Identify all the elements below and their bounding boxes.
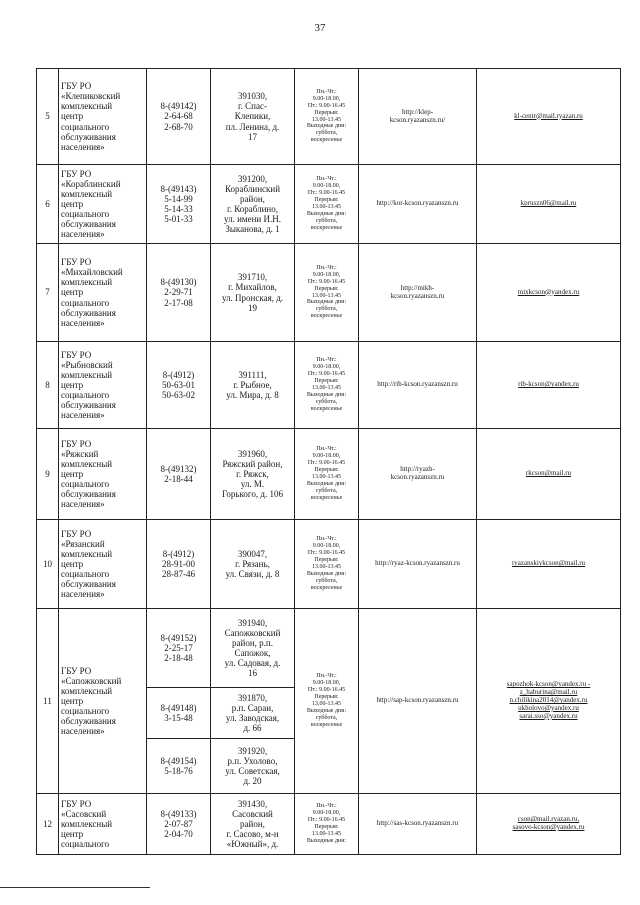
address-cell-line: «Южный», д. <box>226 839 279 850</box>
org-name-line: социального <box>61 569 110 580</box>
org-name-line: социального <box>61 209 110 220</box>
website-cell <box>359 342 477 429</box>
hours-cell-line: 13.00-13.45 <box>312 385 341 391</box>
hours-cell-line: 9.00-18.00, <box>312 680 341 687</box>
hours-cell-line: Выходные дни: <box>306 210 347 217</box>
hours-cell-line: 9.00-18.00, <box>312 271 341 278</box>
address-cell-line: 391111, <box>238 369 267 380</box>
hours-cell <box>295 244 359 342</box>
footnote-divider <box>0 887 150 888</box>
hours-cell-line: Выходные дни: <box>306 707 347 714</box>
org-name-line: «Кораблинский <box>61 178 121 189</box>
org-name-line: обслуживания <box>61 489 116 500</box>
org-name-line: «Клепиковский <box>61 91 121 102</box>
hours-cell-line: Перерыв: <box>314 694 339 701</box>
website-cell-line[interactable]: http://klep- <box>401 107 434 116</box>
row-number: 10 <box>37 520 59 609</box>
address-cell <box>211 520 295 609</box>
org-name-line: социального <box>61 121 110 132</box>
hours-cell-line: 13.00-13.45 <box>312 564 341 570</box>
hours-cell-line: Выходные дни: <box>306 837 347 844</box>
address-cell-line: ул. Связи, д. 8 <box>225 569 280 580</box>
address-cell <box>211 609 295 688</box>
hours-cell <box>295 342 359 429</box>
org-name <box>59 794 147 855</box>
row-number: 7 <box>37 244 59 342</box>
org-name-line: «Рыбновский <box>61 359 113 370</box>
website-cell-line[interactable]: kcson.ryazanszn.ru <box>390 291 445 300</box>
email-link[interactable]: n.chilikina2014@yandex.ru <box>509 696 588 705</box>
phone-cell-line: 50-63-01 <box>162 379 195 390</box>
website-cell-line[interactable]: http://rib-kcson.ryazanszn.ru <box>377 380 458 389</box>
email-cell <box>477 794 621 855</box>
website-cell <box>359 794 477 855</box>
email-cell <box>477 429 621 520</box>
address-cell-line: г. Сасово, м-н <box>226 829 279 840</box>
website-cell <box>359 520 477 609</box>
org-name-line: комплексный <box>61 685 113 696</box>
phone-cell-line: 2-29-71 <box>164 287 193 298</box>
hours-cell-line: Перерыв: <box>314 824 339 830</box>
org-name-line: комплексный <box>61 188 113 199</box>
address-cell <box>211 429 295 520</box>
hours-cell-line: 9.00-18.00, <box>312 183 341 190</box>
hours-cell <box>295 165 359 244</box>
email-link[interactable]: sarai.sso@yandex.ru <box>519 711 578 720</box>
address-cell-line: Сапожковский <box>224 627 281 638</box>
hours-cell-line: воскресенье <box>310 584 343 591</box>
hours-cell <box>295 520 359 609</box>
phone-cell <box>147 165 211 244</box>
hours-cell-line: Пн.-Чт.: <box>316 176 337 183</box>
address-cell-line: 391200, <box>237 173 268 184</box>
org-name-line: населения» <box>61 499 105 510</box>
org-name-line: обслуживания <box>61 307 116 318</box>
table-row <box>37 429 621 520</box>
phone-cell <box>147 609 211 688</box>
hours-cell-line: Пн.-Чт.: <box>316 88 337 95</box>
website-cell-line[interactable]: http://sap-kcson.ryazanszn.ru <box>376 696 459 705</box>
row-number: 8 <box>37 342 59 429</box>
address-cell-line: Зыканова, д. 1 <box>225 224 280 235</box>
hours-cell-line: суббота, <box>315 487 338 494</box>
email-link[interactable]: rkcson@mail.ru <box>525 469 572 478</box>
phone-cell-line: 5-01-33 <box>164 214 193 225</box>
phone-cell-line: 2-07-87 <box>164 818 193 829</box>
org-name-line: центр <box>61 287 84 298</box>
address-cell-line: Клепики, <box>234 111 271 122</box>
hours-cell-line: 9.00-18.00, <box>312 364 341 371</box>
email-cell <box>477 342 621 429</box>
phone-cell <box>147 739 211 794</box>
org-name-line: социального <box>61 706 110 717</box>
phone-cell-line: 8-(49143) <box>160 183 197 194</box>
org-name <box>59 244 147 342</box>
org-name-line: обслуживания <box>61 579 116 590</box>
hours-cell-line: 9.00-18.00, <box>312 453 341 460</box>
org-name-line: ГБУ РО <box>61 528 92 539</box>
hours-cell-line: 13.00-13.45 <box>312 116 341 123</box>
address-cell <box>211 244 295 342</box>
address-cell <box>211 69 295 165</box>
website-cell-line[interactable]: http://kor-kcson.ryazanszn.ru <box>376 199 459 208</box>
hours-cell-line: Пт.: 9.00-16.45 <box>307 817 346 824</box>
hours-cell-line: 9.00-18.00, <box>312 810 341 817</box>
website-cell-line[interactable]: kcson.ryazanszn.ru <box>390 473 445 481</box>
address-cell <box>211 794 295 855</box>
org-name-line: социального <box>61 390 110 401</box>
hours-cell-line: Перерыв: <box>314 197 339 204</box>
hours-cell-line: 13.00-13.45 <box>312 292 341 299</box>
phone-cell-line: 50-63-02 <box>162 390 195 401</box>
org-name-line: комплексный <box>61 101 113 112</box>
address-cell <box>211 342 295 429</box>
hours-cell <box>295 609 359 794</box>
org-name-line: комплексный <box>61 458 113 469</box>
hours-cell-line: воскресенье <box>310 405 343 412</box>
hours-cell-line: Выходные дни: <box>306 123 347 130</box>
phone-cell-line: 5-14-33 <box>164 204 193 214</box>
hours-cell-line: суббота, <box>315 577 338 584</box>
email-link[interactable]: rib-kcson@yandex.ru <box>518 380 579 389</box>
org-name <box>59 165 147 244</box>
hours-cell-line: Пн.-Чт.: <box>316 264 337 271</box>
website-cell-line[interactable]: http://ryaz-kcson.ryazanszn.ru <box>375 559 460 568</box>
website-cell-line[interactable]: http://mikh- <box>400 283 435 292</box>
address-cell-line: 391710, <box>237 272 268 283</box>
email-cell <box>477 244 621 342</box>
org-name-line: населения» <box>61 229 105 240</box>
phone-cell-line: 28-91-00 <box>162 558 195 569</box>
address-cell-line: район, р.п. <box>232 637 273 648</box>
email-link[interactable]: ukholovo@yandex.ru <box>518 703 579 712</box>
email-cell <box>477 520 621 609</box>
hours-cell-line: Пн.-Чт.: <box>316 536 337 543</box>
hours-cell-line: 13.00-13.45 <box>312 474 341 480</box>
address-cell-line: р.п. Сараи, <box>231 702 274 713</box>
address-cell-line: г. Ряжск, <box>236 468 269 479</box>
org-name-line: обслуживания <box>61 400 116 411</box>
hours-cell-line: Пт.: 9.00-16.45 <box>307 687 346 694</box>
phone-cell-line: 3-15-48 <box>164 713 193 723</box>
page-number: 37 <box>314 22 326 34</box>
org-name-line: населения» <box>61 726 105 737</box>
email-link[interactable]: ryazanskiykcson@mail.ru <box>511 559 586 568</box>
website-cell <box>359 609 477 794</box>
hours-cell-line: воскресенье <box>310 721 343 728</box>
hours-cell-line: Пт.: 9.00-16.45 <box>307 371 346 378</box>
phone-cell-line: 2-68-70 <box>164 121 193 132</box>
email-link[interactable]: sasovo-kcson@yandex.ru <box>512 823 585 831</box>
org-name-line: социального <box>61 297 110 308</box>
table-row <box>37 342 621 429</box>
address-cell-line: Горького, д. 106 <box>222 489 283 500</box>
org-name-line: обслуживания <box>61 716 116 727</box>
hours-cell-line: Пн.-Чт.: <box>316 803 337 810</box>
phone-cell-line: 2-18-44 <box>164 474 193 484</box>
phone-cell-line: 8-(4912) <box>162 369 195 380</box>
address-cell-line: 391960, <box>237 448 268 459</box>
hours-cell-line: Пн.-Чт.: <box>316 673 337 680</box>
table-row <box>37 609 621 688</box>
org-name-line: центр <box>61 695 84 706</box>
address-cell-line: р.п. Ухолово, <box>227 755 278 766</box>
address-cell-line: ул. Пронская, д. <box>221 292 284 303</box>
address-cell-line: 17 <box>248 131 257 142</box>
org-name <box>59 69 147 165</box>
org-name-line: ГБУ РО <box>61 665 92 676</box>
hours-cell-line: 13.00-13.45 <box>312 830 341 837</box>
phone-cell <box>147 342 211 429</box>
org-name-line: ГБУ РО <box>61 349 92 360</box>
phone-cell-line: 5-18-76 <box>164 766 193 776</box>
website-cell <box>359 165 477 244</box>
address-cell-line: 16 <box>248 668 257 679</box>
address-cell-line: г. Михайлов, <box>228 282 277 293</box>
org-name-line: обслуживания <box>61 131 116 142</box>
org-name-line: «Сасовский <box>61 808 107 819</box>
phone-cell <box>147 794 211 855</box>
address-cell-line: 391940, <box>237 617 268 628</box>
org-name-line: ГБУ РО <box>61 168 92 179</box>
address-cell-line: ул. М. <box>240 479 265 490</box>
address-cell-line: г. Рязань, <box>235 558 270 569</box>
org-name-line: комплексный <box>61 369 113 380</box>
address-cell-line: Сасовский <box>232 808 273 819</box>
website-cell <box>359 429 477 520</box>
contacts-table <box>36 68 621 855</box>
hours-cell <box>295 69 359 165</box>
address-cell-line: ул. имени И.Н. <box>224 214 281 225</box>
hours-cell-line: суббота, <box>315 714 338 721</box>
hours-cell-line: Пт.: 9.00-16.45 <box>307 102 346 109</box>
address-cell-line: Ряжский район, <box>222 458 283 469</box>
phone-cell <box>147 688 211 739</box>
org-name-line: населения» <box>61 410 105 421</box>
table-row <box>37 794 621 855</box>
org-name-line: центр <box>61 468 84 479</box>
org-name-line: социального <box>61 839 110 850</box>
hours-cell-line: Перерыв: <box>314 557 339 564</box>
org-name-line: населения» <box>61 589 105 600</box>
hours-cell-line: суббота, <box>315 398 338 405</box>
phone-cell <box>147 69 211 165</box>
address-cell-line: пл. Ленина, д. <box>225 121 280 132</box>
hours-cell-line: Пт.: 9.00-16.45 <box>307 278 346 285</box>
website-cell <box>359 244 477 342</box>
address-cell-line: 391870, <box>237 692 268 703</box>
address-cell-line: 390047, <box>237 548 268 559</box>
phone-cell-line: 8-(49152) <box>160 632 197 643</box>
hours-cell-line: Перерыв: <box>314 378 339 385</box>
hours-cell-line: Выходные дни: <box>306 480 347 487</box>
phone-cell-line: 8-(49133) <box>160 808 197 819</box>
hours-cell-line: суббота, <box>315 306 338 313</box>
address-cell-line: Кораблинский <box>224 183 281 194</box>
phone-cell-line: 8-(4912) <box>162 548 195 559</box>
phone-cell-line: 2-18-48 <box>164 653 193 664</box>
phone-cell-line: 5-14-99 <box>164 193 193 204</box>
website-cell <box>359 69 477 165</box>
hours-cell-line: 9.00-18.00, <box>312 95 341 102</box>
address-cell-line: район, <box>240 193 265 204</box>
phone-cell-line: 2-04-70 <box>164 829 193 840</box>
email-link[interactable]: kpruszn06@mail.ru <box>520 199 577 208</box>
hours-cell-line: Пт.: 9.00-16.45 <box>307 190 346 197</box>
row-number: 9 <box>37 429 59 520</box>
address-cell-line: 391430, <box>237 798 268 809</box>
website-cell-line[interactable]: http://sas-kcson.ryazanszn.ru <box>376 819 459 828</box>
org-name-line: населения» <box>61 141 105 152</box>
phone-cell <box>147 520 211 609</box>
org-name-line: ГБУ РО <box>61 81 92 92</box>
phone-cell-line: 8-(49142) <box>160 101 197 112</box>
org-name-line: социального <box>61 479 110 490</box>
org-name-line: ГБУ РО <box>61 798 92 809</box>
phone-cell-line: 2-25-17 <box>164 642 193 653</box>
hours-cell-line: воскресенье <box>310 224 343 231</box>
hours-cell-line: Пт.: 9.00-16.45 <box>307 550 346 557</box>
hours-cell-line: Пт.: 9.00-16.45 <box>307 460 346 467</box>
email-cell <box>477 69 621 165</box>
org-name <box>59 520 147 609</box>
address-cell-line: г. Спас- <box>238 101 267 112</box>
hours-cell <box>295 429 359 520</box>
org-name-line: населения» <box>61 317 105 328</box>
hours-cell-line: 13.00-13.45 <box>312 204 341 210</box>
hours-cell-line: Выходные дни: <box>306 391 347 398</box>
hours-cell-line: суббота, <box>315 130 338 137</box>
table-row <box>37 520 621 609</box>
table-row <box>37 165 621 244</box>
org-name <box>59 429 147 520</box>
email-link[interactable]: z_haburina@mail.ru <box>519 688 578 697</box>
hours-cell-line: Пн.-Чт.: <box>316 357 337 364</box>
address-cell <box>211 688 295 739</box>
org-name-line: комплексный <box>61 548 113 559</box>
phone-cell-line: 2-17-08 <box>164 297 193 308</box>
address-cell-line: ул. Садовая, д. <box>224 658 281 669</box>
table-row <box>37 244 621 342</box>
hours-cell-line: 9.00-18.00, <box>312 543 341 550</box>
hours-cell <box>295 794 359 855</box>
hours-cell-line: Пн.-Чт.: <box>316 446 337 453</box>
org-name-line: центр <box>61 379 84 390</box>
hours-cell-line: Перерыв: <box>314 467 339 474</box>
org-name-line: «Рязанский <box>61 538 105 549</box>
row-number: 11 <box>37 609 59 794</box>
website-cell-line[interactable]: kcson.ryazanszn.ru/ <box>389 115 446 124</box>
address-cell-line: район, <box>240 818 265 829</box>
address-cell-line: 19 <box>248 302 257 313</box>
email-cell <box>477 609 621 794</box>
org-name-line: центр <box>61 111 84 122</box>
org-name-line: ГБУ РО <box>61 257 92 268</box>
row-number: 6 <box>37 165 59 244</box>
email-cell <box>477 165 621 244</box>
org-name-line: обслуживания <box>61 219 116 230</box>
org-name-line: ГБУ РО <box>61 438 92 449</box>
email-link[interactable]: kl-centr@mail.ryazan.ru <box>514 111 583 120</box>
org-name-line: «Сапожковский <box>61 675 122 686</box>
table-row <box>37 69 621 165</box>
org-name-line: центр <box>61 198 84 209</box>
address-cell-line: 391920, <box>237 745 268 756</box>
hours-cell-line: воскресенье <box>310 313 343 320</box>
address-cell-line: 391030, <box>237 91 268 102</box>
phone-cell-line: 8-(49130) <box>160 277 197 288</box>
phone-cell-line: 8-(49154) <box>160 755 197 766</box>
org-name-line: комплексный <box>61 277 113 288</box>
address-cell <box>211 739 295 794</box>
email-link[interactable]: sapozhok-kcson@yandex.ru - <box>506 680 591 689</box>
hours-cell-line: Перерыв: <box>314 285 339 292</box>
org-name-line: комплексный <box>61 818 113 829</box>
email-link[interactable]: mixkcson@yandex.ru <box>517 287 580 296</box>
website-cell-line[interactable]: http://ryazh- <box>400 465 435 474</box>
phone-cell <box>147 244 211 342</box>
org-name-line: «Михайловский <box>61 267 123 278</box>
hours-cell-line: Выходные дни: <box>306 299 347 306</box>
org-name <box>59 342 147 429</box>
org-name <box>59 609 147 794</box>
address-cell-line: Сапожок, <box>234 648 271 658</box>
address-cell <box>211 165 295 244</box>
phone-cell-line: 28-87-46 <box>162 569 195 580</box>
hours-cell-line: Выходные дни: <box>306 570 347 577</box>
row-number: 12 <box>37 794 59 855</box>
phone-cell-line: 8-(49148) <box>160 702 197 713</box>
email-link[interactable]: cson@mail.ryazan.ru, <box>517 815 580 824</box>
hours-cell-line: 13.00-13.45 <box>312 701 341 707</box>
address-cell-line: ул. Заводская, <box>225 713 280 723</box>
address-cell-line: д. 20 <box>243 776 262 787</box>
hours-cell-line: воскресенье <box>310 137 343 144</box>
address-cell-line: г. Рыбное, <box>233 379 272 390</box>
row-number: 5 <box>37 69 59 165</box>
hours-cell-line: суббота, <box>315 217 338 224</box>
address-cell-line: ул. Мира, д. 8 <box>226 390 279 401</box>
address-cell-line: д. 66 <box>243 723 262 734</box>
org-name-line: центр <box>61 829 84 840</box>
org-name-line: центр <box>61 558 84 569</box>
phone-cell-line: 8-(49132) <box>160 463 197 474</box>
address-cell-line: ул. Советская, <box>225 766 280 776</box>
hours-cell-line: воскресенье <box>310 494 343 501</box>
phone-cell <box>147 429 211 520</box>
org-name-line: «Ряжский <box>61 448 99 459</box>
hours-cell-line: Перерыв: <box>314 109 339 116</box>
address-cell-line: г. Кораблино, <box>227 204 278 214</box>
phone-cell-line: 2-64-68 <box>164 111 193 122</box>
